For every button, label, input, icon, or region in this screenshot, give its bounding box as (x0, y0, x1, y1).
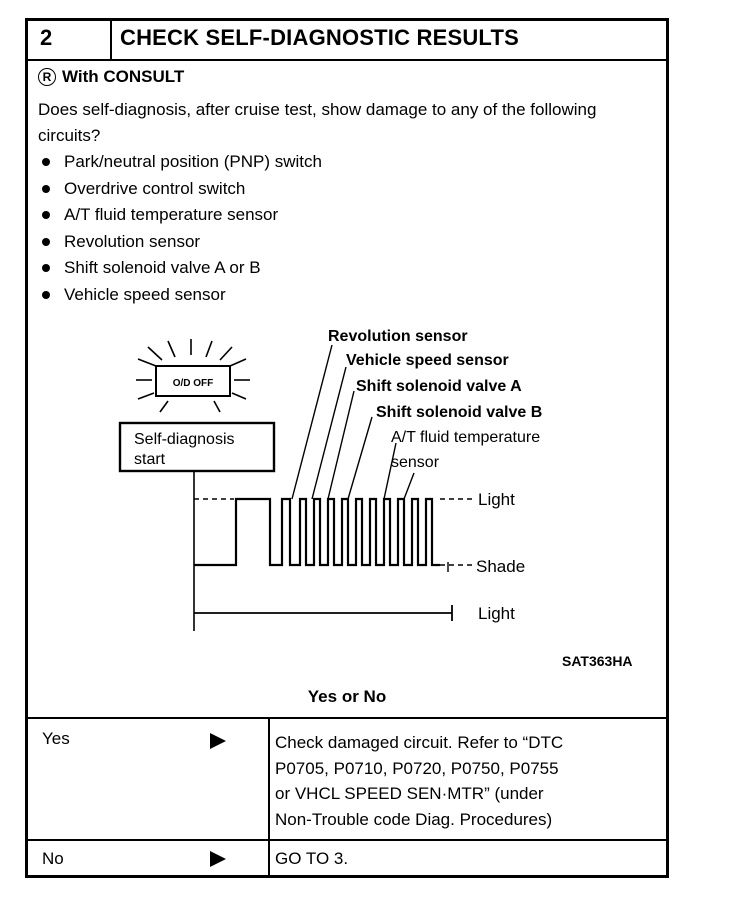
decision-divider (268, 717, 270, 875)
callout-atf-line1: A/T fluid temperature (391, 429, 541, 446)
level-shade: Shade (476, 557, 526, 576)
yes-arrow-icon (210, 733, 226, 749)
list-item: Shift solenoid valve A or B (42, 255, 322, 282)
step-title: CHECK SELF-DIAGNOSTIC RESULTS (120, 25, 519, 50)
yes-or-no-prompt: Yes or No (307, 687, 387, 706)
list-item: Overdrive control switch (42, 176, 322, 203)
callout-ssv-a: Shift solenoid valve A (356, 378, 522, 395)
decision-rule-top (28, 717, 666, 719)
start-label-line2: start (134, 451, 166, 468)
figure-code: SAT363HA (562, 653, 633, 669)
consult-label: With CONSULT (62, 67, 185, 86)
step-number: 2 (40, 25, 53, 50)
callout-revolution: Revolution sensor (328, 328, 468, 345)
decision-rule-middle (28, 839, 666, 841)
consult-tester-icon: R (38, 68, 56, 86)
list-item: Revolution sensor (42, 229, 322, 256)
callout-atf-line2: sensor (391, 454, 440, 471)
level-light-bottom: Light (478, 604, 515, 623)
lamp-label: O/D OFF (172, 378, 214, 389)
yes-action: Check damaged circuit. Refer to “DTC P0705, P0710, P0720, P0750, P0755 or VHCL SPEED SEN·MTR” (under Non-Trouble code Diag. Procedures) (275, 733, 564, 829)
callout-vehicle-speed: Vehicle speed sensor (346, 352, 509, 369)
list-item: Park/neutral position (PNP) switch (42, 149, 322, 176)
diagnostic-step-card (25, 18, 669, 878)
yes-label: Yes (42, 729, 70, 748)
od-off-signal-figure (28, 21, 666, 681)
no-arrow-icon (210, 851, 226, 867)
pulse-waveform (194, 499, 440, 565)
callout-ssv-b: Shift solenoid valve B (376, 404, 543, 421)
question-text: Does self-diagnosis, after cruise test, show damage to any of the following circuits? (38, 100, 597, 145)
list-item: A/T fluid temperature sensor (42, 202, 322, 229)
no-label: No (42, 849, 64, 868)
start-label-line1: Self-diagnosis (134, 431, 235, 448)
level-light: Light (478, 490, 515, 509)
list-item: Vehicle speed sensor (42, 282, 322, 309)
no-action: GO TO 3. (275, 849, 349, 868)
